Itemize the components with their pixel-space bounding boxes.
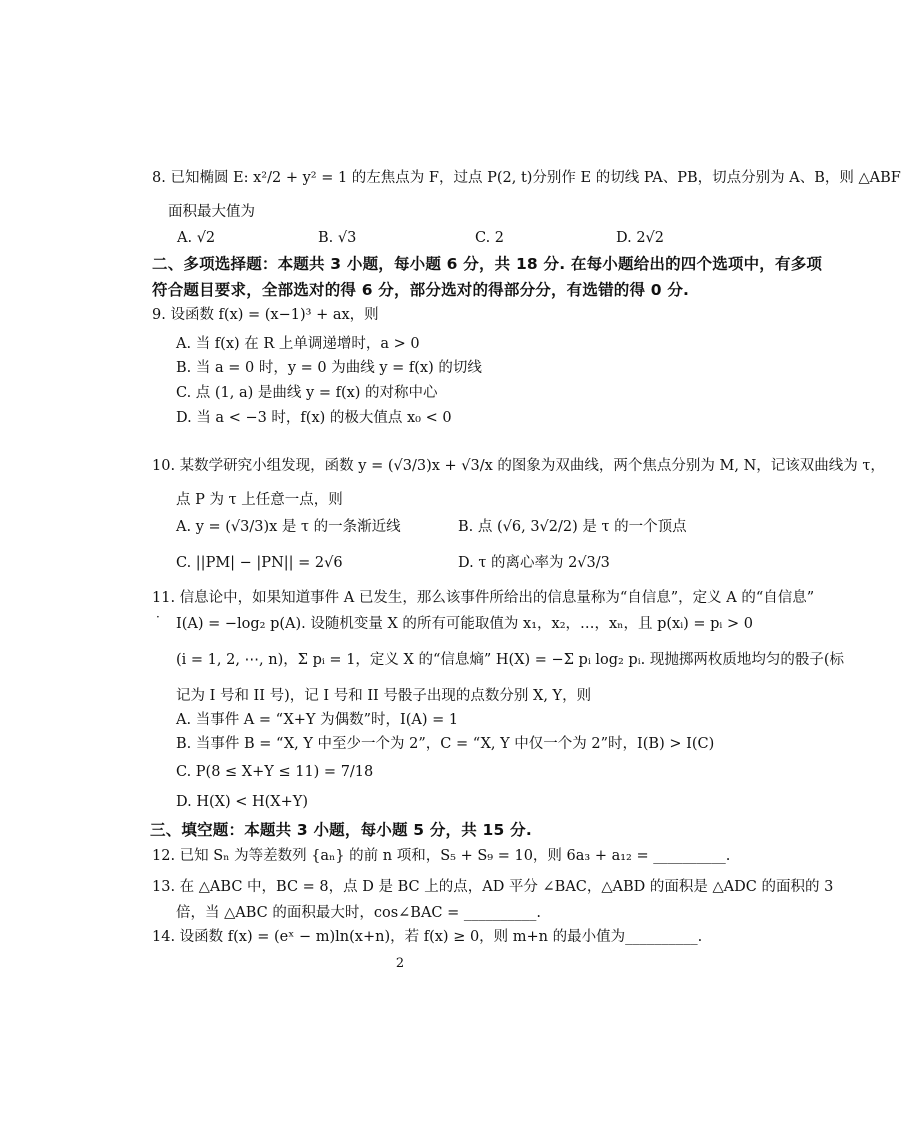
q8-option-c: C. 2 (475, 230, 505, 246)
q10-option-d: D. τ 的离心率为 2√3/3 (458, 555, 610, 571)
q8-option-b: B. √3 (318, 230, 357, 246)
q10-option-a: A. y = (√3/3)x 是 τ 的一条渐近线 (176, 519, 401, 535)
q8-stem-cont: 面积最大值为 (168, 204, 255, 220)
q11-line-3: (i = 1, 2, ⋯, n)，Σ pᵢ = 1，定义 X 的“信息熵” H(X) = −Σ pᵢ log₂ pᵢ. 现抛掷两枚质地均匀的骰子(标 (176, 652, 845, 668)
q12-line-1: 12. 已知 Sₙ 为等差数列 {aₙ} 的前 n 项和，S₅ + S₉ = 10，则 6a₃ + a₁₂ = __________. (152, 848, 731, 864)
q10-option-c: C. ||PM| − |PN|| = 2√6 (176, 555, 343, 571)
q13-line-2: 倍，当 △ABC 的面积最大时，cos∠BAC = __________. (176, 905, 541, 921)
q14-line-1: 14. 设函数 f(x) = (eˣ − m)ln(x+n)，若 f(x) ≥ 0，则 m+n 的最小值为__________. (152, 929, 703, 945)
q9-option-a: A. 当 f(x) 在 R 上单调递增时，a > 0 (176, 336, 420, 352)
q10-stem: 10. 某数学研究小组发现，函数 y = (√3/3)x + √3/x 的图象为双曲线，两个焦点分别为 M, N，记该双曲线为 τ， (152, 458, 885, 474)
q11-option-a: A. 当事件 A = “X+Y 为偶数”时，I(A) = 1 (176, 712, 459, 728)
section-3-line-1: 三、填空题：本题共 3 小题，每小题 5 分，共 15 分. (150, 821, 532, 839)
q11-line-2: I(A) = −log₂ p(A). 设随机变量 X 的所有可能取值为 x₁，x₂，…，xₙ，且 p(xᵢ) = pᵢ > 0 (176, 616, 753, 632)
page-number: 2 (395, 956, 405, 971)
q10-option-b: B. 点 (√6, 3√2/2) 是 τ 的一个顶点 (458, 519, 687, 535)
q13-line-1: 13. 在 △ABC 中，BC = 8，点 D 是 BC 上的点，AD 平分 ∠BAC，△ABD 的面积是 △ADC 的面积的 3 (152, 879, 834, 895)
q11-line-4: 记为 I 号和 II 号)，记 I 号和 II 号骰子出现的点数分别 X, Y，则 (176, 688, 592, 704)
section-2-line-1: 二、多项选择题：本题共 3 小题，每小题 6 分，共 18 分. 在每小题给出的四个选项中，有多项 (152, 255, 823, 273)
q9-option-d: D. 当 a < −3 时，f(x) 的极大值点 x₀ < 0 (176, 410, 452, 426)
q11-option-d: D. H(X) < H(X+Y) (176, 794, 308, 810)
q8-option-a: A. √2 (177, 230, 216, 246)
q9-stem: 9. 设函数 f(x) = (x−1)³ + ax，则 (152, 307, 379, 323)
q9-option-c: C. 点 (1, a) 是曲线 y = f(x) 的对称中心 (176, 385, 438, 401)
q11-line-1: 11. 信息论中，如果知道事件 A 已发生，那么该事件所给出的信息量称为“自信息”，定义 A 的“自信息” (152, 590, 815, 606)
q8-option-d: D. 2√2 (616, 230, 665, 246)
q8-stem: 8. 已知椭圆 E: x²/2 + y² = 1 的左焦点为 F，过点 P(2, t)分别作 E 的切线 PA、PB，切点分别为 A、B，则 △ABF (152, 170, 901, 186)
q11-option-b: B. 当事件 B = “X, Y 中至少一个为 2”，C = “X, Y 中仅一个为 2”时，I(B) > I(C) (176, 736, 715, 752)
q9-option-b: B. 当 a = 0 时，y = 0 为曲线 y = f(x) 的切线 (176, 360, 482, 376)
q11-option-c: C. P(8 ≤ X+Y ≤ 11) = 7/18 (176, 764, 374, 780)
stray-mark: · (156, 610, 160, 624)
q10-stem-cont: 点 P 为 τ 上任意一点，则 (176, 492, 343, 508)
section-2-line-2: 符合题目要求，全部选对的得 6 分，部分选对的得部分分，有选错的得 0 分. (152, 281, 690, 299)
